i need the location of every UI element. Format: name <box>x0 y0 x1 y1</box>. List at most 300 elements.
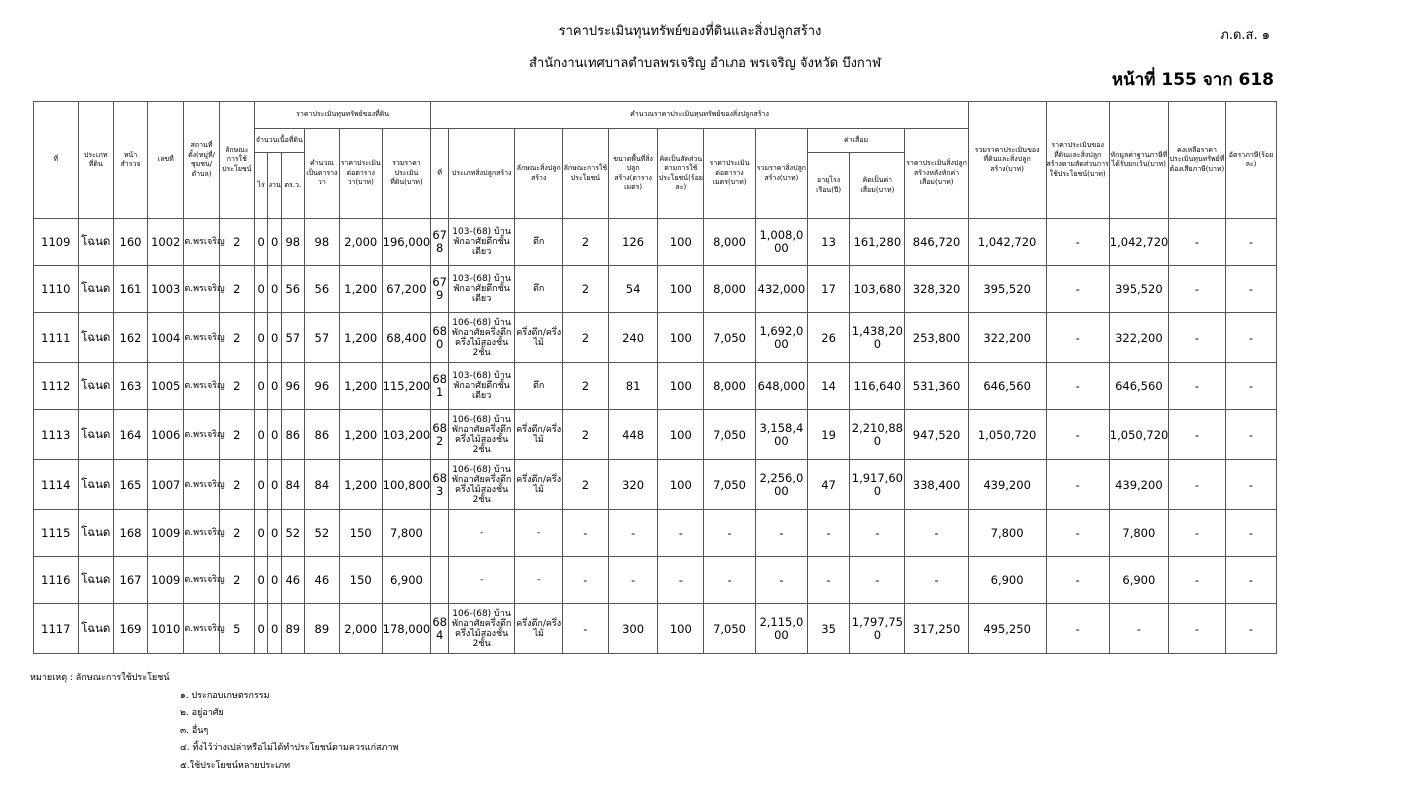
cell-remain: - <box>1168 557 1225 604</box>
cell-calc: 46 <box>304 557 339 604</box>
cell-b-kind: ตึก <box>515 266 563 313</box>
cell-rate: - <box>1225 410 1276 460</box>
cell-doc: 1004 <box>148 313 184 363</box>
cell-usage: 2 <box>219 410 254 460</box>
col-building-type: ประเภทสิ่งปลูกสร้าง <box>448 129 514 219</box>
cell-b-total: 648,000 <box>755 363 807 410</box>
col-building-area: ขนาดพื้นที่สิ่งปลูกสร้าง(ตารางเมตร) <box>608 129 658 219</box>
cell-rate: - <box>1225 266 1276 313</box>
cell-wa: 84 <box>281 460 304 510</box>
cell-b-ratio: 100 <box>658 266 704 313</box>
cell-ngan: 0 <box>268 510 281 557</box>
cell-price: 1,200 <box>339 363 382 410</box>
cell-usage: 2 <box>219 313 254 363</box>
cell-b-area: 240 <box>608 313 658 363</box>
cell-b-usage: 2 <box>563 219 609 266</box>
assessment-table <box>33 101 1277 654</box>
cell-land-type: โฉนด <box>78 604 113 654</box>
cell-remain: - <box>1168 266 1225 313</box>
cell-grand: 6,900 <box>968 557 1046 604</box>
cell-remain: - <box>1168 510 1225 557</box>
cell-ngan: 0 <box>268 219 281 266</box>
cell-b-ratio: 100 <box>658 219 704 266</box>
cell-page: 164 <box>113 410 147 460</box>
cell-b-total: 2,115,000 <box>755 604 807 654</box>
cell-rai: 0 <box>254 219 267 266</box>
col-building-usage: ลักษณะการใช้ประโยชน์ <box>563 129 609 219</box>
cell-age: 14 <box>807 363 850 410</box>
cell-age: 13 <box>807 219 850 266</box>
cell-rai: 0 <box>254 510 267 557</box>
note-item: ๔. ทิ้งไว้ว่างเปล่าหรือไม่ได้ทำประโยชน์ตามควรแก่สภาพ <box>180 743 399 753</box>
cell-exempt: 395,520 <box>1109 266 1168 313</box>
cell-b-after: 253,800 <box>905 313 968 363</box>
cell-ratio-val: - <box>1046 410 1109 460</box>
cell-doc: 1010 <box>148 604 184 654</box>
cell-b-area: 54 <box>608 266 658 313</box>
cell-page: 169 <box>113 604 147 654</box>
cell-b-after: - <box>905 510 968 557</box>
cell-price: 1,200 <box>339 313 382 363</box>
cell-b-after: 338,400 <box>905 460 968 510</box>
cell-remain: - <box>1168 460 1225 510</box>
cell-exempt: 7,800 <box>1109 510 1168 557</box>
col-survey-page: หน้าสำรวจ <box>113 102 147 219</box>
cell-price: 2,000 <box>339 219 382 266</box>
cell-b-kind: ครึ่งตึก/ครึ่งไม้ <box>515 313 563 363</box>
cell-b-after: - <box>905 557 968 604</box>
cell-usage: 2 <box>219 557 254 604</box>
cell-rate: - <box>1225 557 1276 604</box>
col-tax-rate: อัตราภาษี(ร้อยละ) <box>1225 102 1276 219</box>
col-building-kind: ลักษณะสิ่งปลูกสร้าง <box>515 129 563 219</box>
cell-land-type: โฉนด <box>78 460 113 510</box>
cell-calc: 57 <box>304 313 339 363</box>
cell-depr: - <box>850 557 905 604</box>
col-building-after-depr: ราคาประเมินสิ่งปลูกสร้างหลังหักค่าเสื่อม(บาท) <box>905 129 968 219</box>
note-item: ๑. ประกอบเกษตรกรรม <box>180 690 270 701</box>
table-row <box>34 363 1277 410</box>
cell-land-total: 68,400 <box>382 313 431 363</box>
col-calc-wa: คำนวณเป็นตารางวา <box>304 129 339 219</box>
cell-no: 1111 <box>34 313 79 363</box>
cell-b-usage: - <box>563 604 609 654</box>
cell-b-kind: ครึ่งตึก/ครึ่งไม้ <box>515 460 563 510</box>
cell-grand: 439,200 <box>968 460 1046 510</box>
cell-b-after: 947,520 <box>905 410 968 460</box>
cell-b-type: 103-(68) บ้านพักอาศัยตึกชั้นเดียว <box>448 219 514 266</box>
cell-calc: 86 <box>304 410 339 460</box>
cell-land-type: โฉนด <box>78 363 113 410</box>
table-row <box>34 557 1277 604</box>
table-row <box>34 219 1277 266</box>
cell-b-no: 679 <box>431 266 449 313</box>
cell-b-area: 81 <box>608 363 658 410</box>
cell-no: 1110 <box>34 266 79 313</box>
cell-exempt: 322,200 <box>1109 313 1168 363</box>
cell-b-no: 680 <box>431 313 449 363</box>
cell-rate: - <box>1225 219 1276 266</box>
cell-remain: - <box>1168 410 1225 460</box>
cell-loc: ต.พรเจริญ <box>184 557 219 604</box>
table-body <box>34 219 1277 654</box>
cell-b-kind: ตึก <box>515 219 563 266</box>
cell-b-no <box>431 510 449 557</box>
cell-usage: 2 <box>219 460 254 510</box>
cell-ratio-val: - <box>1046 604 1109 654</box>
cell-b-usage: 2 <box>563 313 609 363</box>
cell-land-total: 7,800 <box>382 510 431 557</box>
cell-b-type: - <box>448 557 514 604</box>
cell-land-total: 196,000 <box>382 219 431 266</box>
cell-exempt: - <box>1109 604 1168 654</box>
cell-land-type: โฉนด <box>78 410 113 460</box>
cell-calc: 52 <box>304 510 339 557</box>
page-indicator: หน้าที่ 155 จาก 618 <box>1111 70 1274 90</box>
cell-b-total: - <box>755 510 807 557</box>
col-wa: ตร.ว. <box>281 153 304 219</box>
cell-exempt: 1,050,720 <box>1109 410 1168 460</box>
cell-rate: - <box>1225 313 1276 363</box>
cell-b-total: 1,008,000 <box>755 219 807 266</box>
cell-b-price: 8,000 <box>704 363 756 410</box>
cell-usage: 2 <box>219 266 254 313</box>
cell-calc: 96 <box>304 363 339 410</box>
cell-wa: 96 <box>281 363 304 410</box>
cell-b-usage: - <box>563 510 609 557</box>
cell-b-area: - <box>608 557 658 604</box>
cell-b-after: 531,360 <box>905 363 968 410</box>
cell-b-usage: - <box>563 557 609 604</box>
cell-doc: 1009 <box>148 557 184 604</box>
cell-ratio-val: - <box>1046 460 1109 510</box>
cell-b-type: 103-(68) บ้านพักอาศัยตึกชั้นเดียว <box>448 266 514 313</box>
cell-b-ratio: - <box>658 510 704 557</box>
cell-ngan: 0 <box>268 557 281 604</box>
cell-usage: 2 <box>219 510 254 557</box>
cell-b-total: 1,692,000 <box>755 313 807 363</box>
col-ratio-value: ราคาประเมินของที่ดินและสิ่งปลูกสร้างตามสัดส่วนการใช้ประโยชน์(บาท) <box>1046 102 1109 219</box>
cell-land-total: 115,200 <box>382 363 431 410</box>
cell-age: 19 <box>807 410 850 460</box>
cell-loc: ต.พรเจริญ <box>184 266 219 313</box>
cell-depr: 103,680 <box>850 266 905 313</box>
cell-grand: 395,520 <box>968 266 1046 313</box>
cell-ngan: 0 <box>268 363 281 410</box>
cell-land-type: โฉนด <box>78 219 113 266</box>
document-title: ราคาประเมินทุนทรัพย์ของที่ดินและสิ่งปลูกสร้าง <box>558 24 822 39</box>
cell-b-type: 106-(68) บ้านพักอาศัยครึ่งตึกครึ่งไม้สองชั้น 2ชั้น <box>448 460 514 510</box>
cell-no: 1109 <box>34 219 79 266</box>
cell-b-kind: - <box>515 510 563 557</box>
cell-rai: 0 <box>254 313 267 363</box>
cell-ngan: 0 <box>268 313 281 363</box>
cell-rai: 0 <box>254 266 267 313</box>
cell-depr: 116,640 <box>850 363 905 410</box>
table-row <box>34 604 1277 654</box>
col-no: ที่ <box>34 102 79 219</box>
cell-rate: - <box>1225 460 1276 510</box>
cell-wa: 52 <box>281 510 304 557</box>
note-item: ๓. อื่นๆ <box>180 725 209 736</box>
cell-b-usage: 2 <box>563 460 609 510</box>
cell-b-price: 7,050 <box>704 460 756 510</box>
cell-remain: - <box>1168 604 1225 654</box>
cell-no: 1117 <box>34 604 79 654</box>
cell-grand: 322,200 <box>968 313 1046 363</box>
cell-grand: 1,050,720 <box>968 410 1046 460</box>
cell-b-area: 126 <box>608 219 658 266</box>
cell-exempt: 439,200 <box>1109 460 1168 510</box>
cell-price: 150 <box>339 557 382 604</box>
cell-b-area: 320 <box>608 460 658 510</box>
cell-calc: 98 <box>304 219 339 266</box>
cell-loc: ต.พรเจริญ <box>184 510 219 557</box>
col-ngan: งาน <box>268 153 281 219</box>
cell-page: 162 <box>113 313 147 363</box>
cell-age: 35 <box>807 604 850 654</box>
cell-b-no: 684 <box>431 604 449 654</box>
cell-remain: - <box>1168 219 1225 266</box>
cell-b-ratio: 100 <box>658 363 704 410</box>
cell-land-total: 6,900 <box>382 557 431 604</box>
cell-age: 47 <box>807 460 850 510</box>
cell-land-type: โฉนด <box>78 510 113 557</box>
cell-b-after: 328,320 <box>905 266 968 313</box>
cell-b-no <box>431 557 449 604</box>
cell-b-no: 678 <box>431 219 449 266</box>
cell-price: 1,200 <box>339 410 382 460</box>
cell-ratio-val: - <box>1046 313 1109 363</box>
cell-rai: 0 <box>254 363 267 410</box>
cell-b-usage: 2 <box>563 363 609 410</box>
cell-rai: 0 <box>254 460 267 510</box>
cell-land-total: 67,200 <box>382 266 431 313</box>
table-row <box>34 510 1277 557</box>
cell-b-total: 432,000 <box>755 266 807 313</box>
cell-no: 1116 <box>34 557 79 604</box>
cell-remain: - <box>1168 313 1225 363</box>
col-rai: ไร่ <box>254 153 267 219</box>
cell-no: 1113 <box>34 410 79 460</box>
cell-wa: 86 <box>281 410 304 460</box>
cell-ratio-val: - <box>1046 219 1109 266</box>
cell-b-type: 103-(68) บ้านพักอาศัยตึกชั้นเดียว <box>448 363 514 410</box>
cell-age: 26 <box>807 313 850 363</box>
cell-ngan: 0 <box>268 604 281 654</box>
col-price-per-wa: ราคาประเมินต่อตารางวา(บาท) <box>339 129 382 219</box>
col-land-type: ประเภทที่ดิน <box>78 102 113 219</box>
cell-b-total: - <box>755 557 807 604</box>
cell-b-price: 8,000 <box>704 219 756 266</box>
cell-page: 161 <box>113 266 147 313</box>
cell-b-price: 7,050 <box>704 410 756 460</box>
cell-rai: 0 <box>254 410 267 460</box>
cell-b-no: 682 <box>431 410 449 460</box>
cell-grand: 1,042,720 <box>968 219 1046 266</box>
cell-depr: 1,917,600 <box>850 460 905 510</box>
cell-b-price: - <box>704 510 756 557</box>
cell-usage: 2 <box>219 363 254 410</box>
table-row <box>34 410 1277 460</box>
cell-b-ratio: 100 <box>658 604 704 654</box>
cell-b-no: 683 <box>431 460 449 510</box>
cell-price: 150 <box>339 510 382 557</box>
cell-wa: 89 <box>281 604 304 654</box>
cell-depr: 1,438,200 <box>850 313 905 363</box>
table-row <box>34 266 1277 313</box>
cell-usage: 5 <box>219 604 254 654</box>
cell-age: 17 <box>807 266 850 313</box>
col-exempt: หักมูลค่าฐานภาษีที่ได้รับยกเว้น(บาท) <box>1109 102 1168 219</box>
col-usage: ลักษณะการใช้ประโยชน์ <box>219 102 254 219</box>
cell-page: 168 <box>113 510 147 557</box>
note-item: ๕.ใช้ประโยชน์หลายประเภท <box>180 760 291 771</box>
cell-age: - <box>807 557 850 604</box>
col-age: อายุโรงเรือน(ปี) <box>807 153 850 219</box>
cell-loc: ต.พรเจริญ <box>184 460 219 510</box>
col-location: สถานที่ตั้ง(หมู่ที่/ชุมชน/ตำบล) <box>184 102 219 219</box>
col-grand-total: รวมราคาประเมินของที่ดินและสิ่งปลูกสร้าง(บาท) <box>968 102 1046 219</box>
cell-land-total: 178,000 <box>382 604 431 654</box>
table-row <box>34 313 1277 363</box>
cell-page: 165 <box>113 460 147 510</box>
cell-depr: 2,210,880 <box>850 410 905 460</box>
cell-wa: 98 <box>281 219 304 266</box>
building-group-header: คำนวณราคาประเมินทุนทรัพย์ของสิ่งปลูกสร้าง <box>431 102 968 129</box>
cell-doc: 1007 <box>148 460 184 510</box>
cell-no: 1112 <box>34 363 79 410</box>
cell-exempt: 6,900 <box>1109 557 1168 604</box>
cell-loc: ต.พรเจริญ <box>184 363 219 410</box>
cell-b-after: 317,250 <box>905 604 968 654</box>
cell-wa: 56 <box>281 266 304 313</box>
cell-b-ratio: - <box>658 557 704 604</box>
cell-ratio-val: - <box>1046 510 1109 557</box>
cell-page: 163 <box>113 363 147 410</box>
cell-rai: 0 <box>254 604 267 654</box>
notes-section <box>30 670 398 775</box>
cell-no: 1114 <box>34 460 79 510</box>
cell-doc: 1009 <box>148 510 184 557</box>
cell-grand: 7,800 <box>968 510 1046 557</box>
document-subtitle: สำนักงานเทศบาลตำบลพรเจริญ อำเภอ พรเจริญ จังหวัด บึงกาฬ <box>528 56 881 71</box>
cell-page: 167 <box>113 557 147 604</box>
cell-b-type: 106-(68) บ้านพักอาศัยครึ่งตึกครึ่งไม้สองชั้น 2ชั้น <box>448 313 514 363</box>
cell-loc: ต.พรเจริญ <box>184 219 219 266</box>
cell-calc: 56 <box>304 266 339 313</box>
cell-land-type: โฉนด <box>78 557 113 604</box>
cell-price: 1,200 <box>339 460 382 510</box>
cell-b-price: - <box>704 557 756 604</box>
cell-b-type: - <box>448 510 514 557</box>
cell-page: 160 <box>113 219 147 266</box>
area-group-header: จำนวนเนื้อที่ดิน <box>254 129 304 153</box>
cell-price: 2,000 <box>339 604 382 654</box>
col-land-total: รวมราคาประเมินที่ดิน(บาท) <box>382 129 431 219</box>
cell-calc: 89 <box>304 604 339 654</box>
cell-grand: 646,560 <box>968 363 1046 410</box>
cell-b-kind: ครึ่งตึก/ครึ่งไม้ <box>515 604 563 654</box>
cell-land-type: โฉนด <box>78 313 113 363</box>
cell-land-total: 100,800 <box>382 460 431 510</box>
cell-b-kind: - <box>515 557 563 604</box>
cell-loc: ต.พรเจริญ <box>184 410 219 460</box>
cell-b-kind: ตึก <box>515 363 563 410</box>
cell-age: - <box>807 510 850 557</box>
cell-price: 1,200 <box>339 266 382 313</box>
cell-ngan: 0 <box>268 410 281 460</box>
cell-rate: - <box>1225 363 1276 410</box>
cell-b-area: - <box>608 510 658 557</box>
cell-b-total: 3,158,400 <box>755 410 807 460</box>
cell-b-price: 8,000 <box>704 266 756 313</box>
cell-b-area: 300 <box>608 604 658 654</box>
cell-b-usage: 2 <box>563 266 609 313</box>
cell-b-ratio: 100 <box>658 410 704 460</box>
cell-exempt: 1,042,720 <box>1109 219 1168 266</box>
col-remaining: คงเหลือราคาประเมินทุนทรัพย์ที่ต้องเสียภาษี(บาท) <box>1168 102 1225 219</box>
cell-b-price: 7,050 <box>704 313 756 363</box>
cell-ratio-val: - <box>1046 363 1109 410</box>
col-depr-value: คิดเป็นค่าเสื่อม(บาท) <box>850 153 905 219</box>
cell-b-area: 448 <box>608 410 658 460</box>
notes-label: หมายเหตุ : ลักษณะการใช้ประโยชน์ <box>30 673 170 683</box>
cell-grand: 495,250 <box>968 604 1046 654</box>
col-doc-no: เลขที่ <box>148 102 184 219</box>
cell-wa: 57 <box>281 313 304 363</box>
cell-rate: - <box>1225 604 1276 654</box>
cell-b-after: 846,720 <box>905 219 968 266</box>
cell-b-total: 2,256,000 <box>755 460 807 510</box>
cell-rai: 0 <box>254 557 267 604</box>
cell-ngan: 0 <box>268 460 281 510</box>
note-item: ๒. อยู่อาศัย <box>180 708 224 718</box>
cell-rate: - <box>1225 510 1276 557</box>
cell-depr: - <box>850 510 905 557</box>
cell-b-no: 681 <box>431 363 449 410</box>
cell-calc: 84 <box>304 460 339 510</box>
cell-no: 1115 <box>34 510 79 557</box>
cell-b-price: 7,050 <box>704 604 756 654</box>
cell-land-type: โฉนด <box>78 266 113 313</box>
cell-depr: 1,797,750 <box>850 604 905 654</box>
cell-loc: ต.พรเจริญ <box>184 604 219 654</box>
cell-b-ratio: 100 <box>658 313 704 363</box>
cell-depr: 161,280 <box>850 219 905 266</box>
col-building-no: ที่ <box>431 129 449 219</box>
cell-wa: 46 <box>281 557 304 604</box>
cell-usage: 2 <box>219 219 254 266</box>
cell-doc: 1005 <box>148 363 184 410</box>
cell-land-total: 103,200 <box>382 410 431 460</box>
col-building-price-sqm: ราคาประเมินต่อตารางเมตร(บาท) <box>704 129 756 219</box>
cell-b-usage: 2 <box>563 410 609 460</box>
depreciation-group-header: ค่าเสื่อม <box>807 129 905 153</box>
col-building-total: รวมราคาสิ่งปลูกสร้าง(บาท) <box>755 129 807 219</box>
cell-b-type: 106-(68) บ้านพักอาศัยครึ่งตึกครึ่งไม้สองชั้น 2ชั้น <box>448 604 514 654</box>
cell-doc: 1006 <box>148 410 184 460</box>
land-group-header: ราคาประเมินทุนทรัพย์ของที่ดิน <box>254 102 430 129</box>
cell-b-type: 106-(68) บ้านพักอาศัยครึ่งตึกครึ่งไม้สองชั้น 2ชั้น <box>448 410 514 460</box>
table-row <box>34 460 1277 510</box>
cell-b-ratio: 100 <box>658 460 704 510</box>
cell-doc: 1002 <box>148 219 184 266</box>
form-code: ภ.ด.ส. ๑ <box>1220 28 1270 43</box>
cell-doc: 1003 <box>148 266 184 313</box>
cell-ngan: 0 <box>268 266 281 313</box>
cell-b-kind: ครึ่งตึก/ครึ่งไม้ <box>515 410 563 460</box>
